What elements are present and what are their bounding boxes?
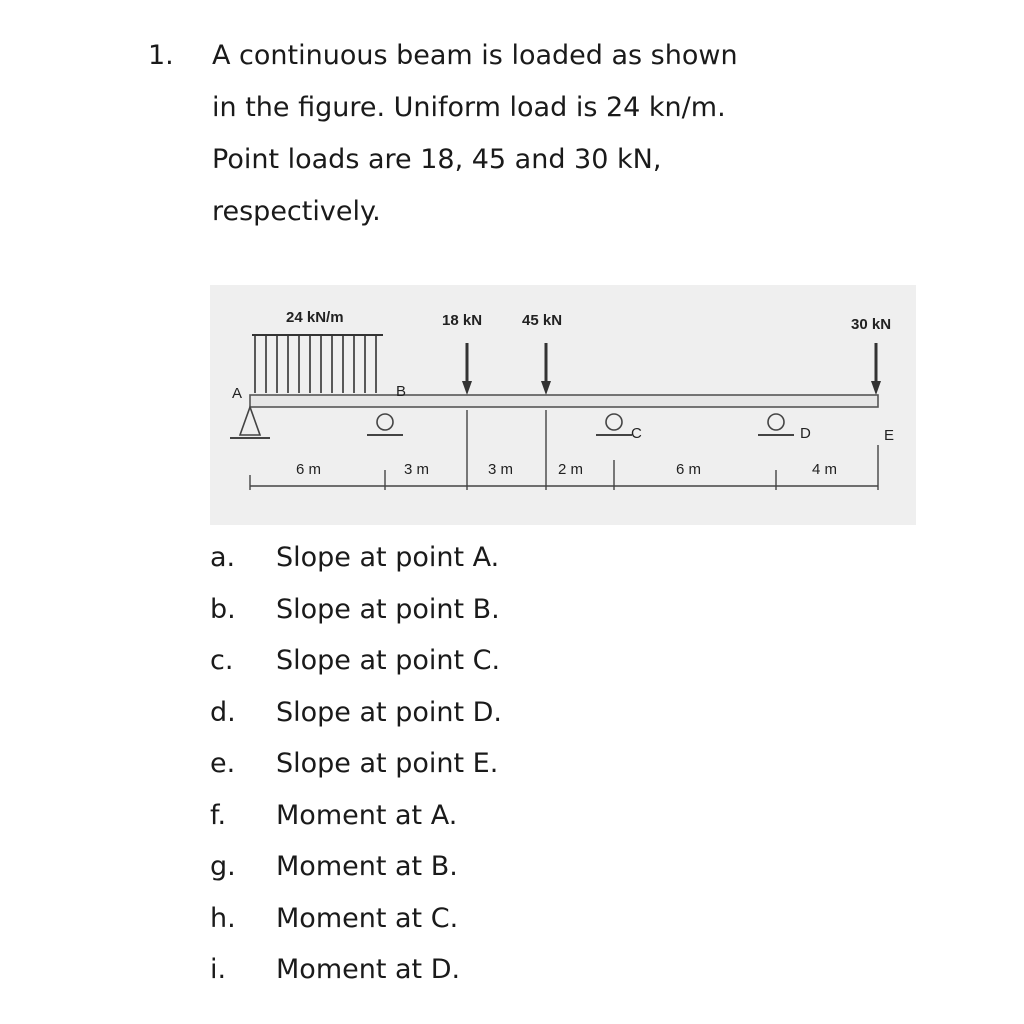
item-text: Moment at B. [276,851,458,882]
udl-label: 24 kN/m [286,309,344,326]
item-text: Slope at point B. [276,593,500,625]
item-label: h. [210,902,236,934]
point-label-c: C [631,425,642,442]
dimension-label: 2 m [558,461,584,478]
point-label-d: D [800,425,811,442]
beam [250,395,878,407]
question-number: 1. [148,40,174,71]
dimension-label: 6 m [676,461,702,478]
item-label: b. [210,593,236,625]
question-line: in the figure. Uniform load is 24 kn/m. [212,92,726,123]
item-text: Slope at point C. [276,645,501,676]
beam-figure [210,285,916,525]
beam-diagram [210,285,916,525]
point-label-b: B [396,383,407,400]
dimension-label: 3 m [404,461,430,478]
load-label-45kn: 45 kN [522,312,563,329]
load-label-30kn: 30 kN [851,316,892,333]
item-text: Slope at point E. [276,748,499,779]
question-text [212,30,852,238]
item-label: f. [210,799,227,831]
question-line: Point loads are 18, 45 and 30 kN, [212,144,662,175]
dimension-label: 4 m [812,461,838,478]
load-label-18kn: 18 kN [442,312,483,329]
question-line: respectively. [212,196,381,227]
question-line: A continuous beam is loaded as shown [212,40,738,71]
item-text: Slope at point A. [276,542,500,573]
item-label: c. [210,645,234,676]
item-label: a. [210,542,236,573]
item-label: e. [210,748,236,779]
item-text: Moment at D. [276,954,461,985]
point-label-e: E [884,427,895,444]
item-label: d. [210,696,236,728]
item-text: Slope at point D. [276,696,503,728]
dimension-label: 3 m [488,461,514,478]
point-label-a: A [232,385,243,402]
item-label: g. [210,851,236,882]
item-text: Moment at A. [276,799,458,831]
dimension-label: 6 m [296,461,322,478]
item-label: i. [210,954,227,985]
item-text: Moment at C. [276,902,459,934]
